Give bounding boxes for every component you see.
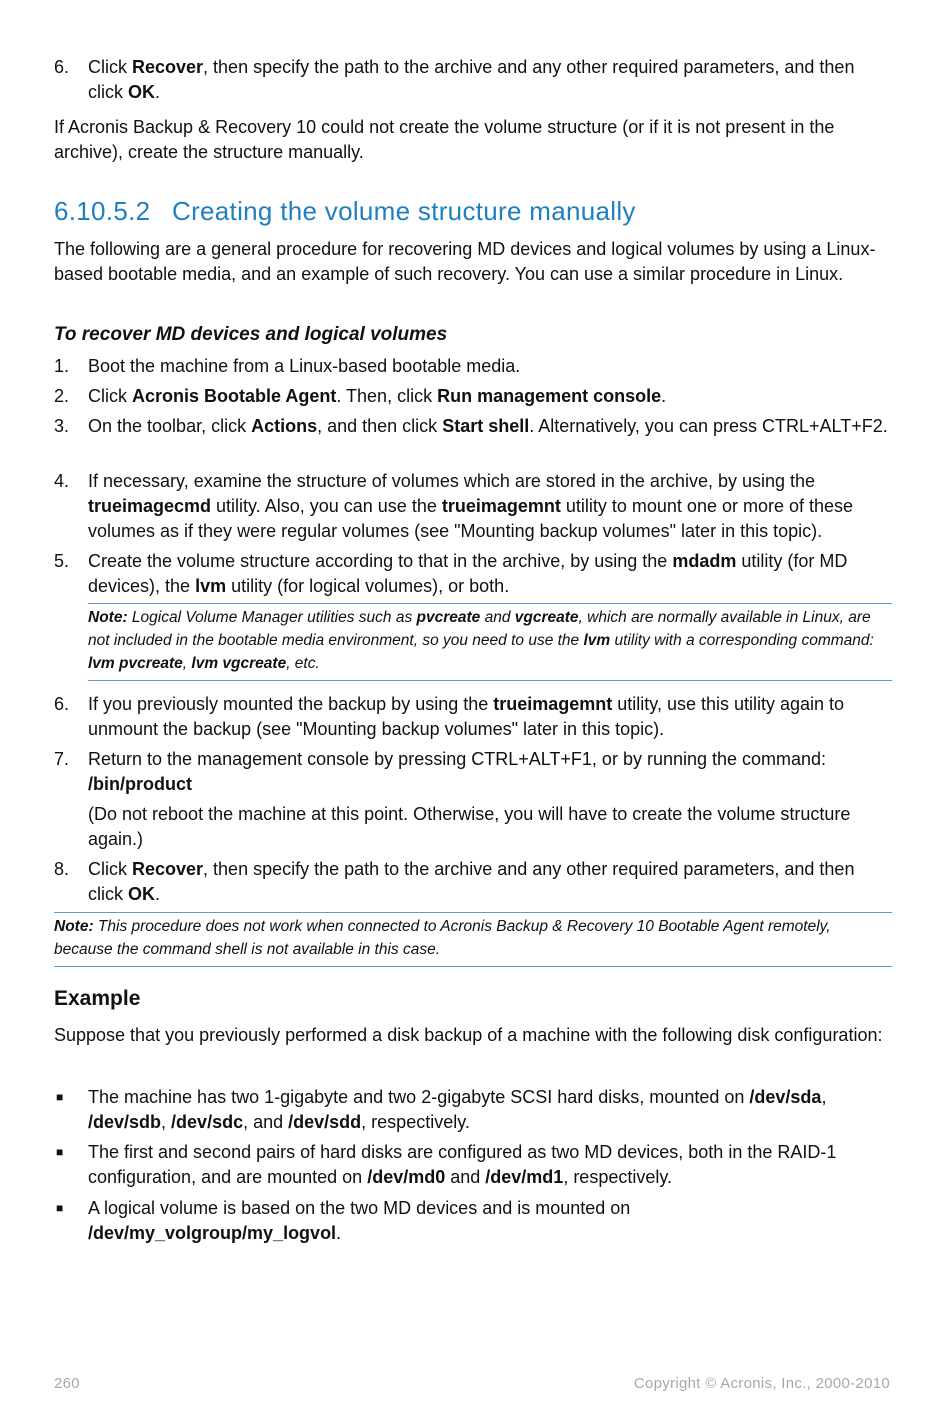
section-paragraph: The following are a general procedure for recovering MD devices and logical volumes by using a Linux-based bootable media, and an example of such recovery. You can use a similar procedure in Linux.: [54, 239, 876, 284]
page-number: 260: [54, 1375, 80, 1392]
example-paragraph: Suppose that you previously performed a disk backup of a machine with the following disk configuration:: [54, 1025, 883, 1045]
bullet-icon: ■: [56, 1145, 64, 1159]
step-text: If you previously mounted the backup by using the trueimagemnt utility, use this utility again to unmount the backup (see "Mounting backup volumes" later in this topic).: [88, 694, 845, 739]
step-number: 5.: [54, 551, 70, 571]
step-number: 1.: [54, 356, 70, 376]
step-number: 7.: [54, 749, 70, 769]
step-subparagraph: (Do not reboot the machine at this point. Otherwise, you will have to create the volume structure again.): [88, 804, 851, 849]
section-title: Creating the volume structure manually: [172, 196, 636, 226]
step-text: Click Acronis Bootable Agent. Then, click Run management console.: [88, 386, 667, 406]
list-item: The first and second pairs of hard disks are configured as two MD devices, both in the RAID-1 configuration, and are mounted on /dev/md0 and /dev/md1, respectively.: [88, 1142, 837, 1187]
section-number: 6.10.5.2: [54, 196, 151, 226]
step-number: 3.: [54, 416, 70, 436]
step-text: Boot the machine from a Linux-based bootable media.: [88, 356, 521, 376]
step-number: 8.: [54, 859, 70, 879]
step-text: Return to the management console by pressing CTRL+ALT+F1, or by running the command: /bin/product: [88, 749, 827, 794]
step-number: 6.: [54, 57, 70, 77]
bullet-icon: ■: [56, 1201, 64, 1215]
step-number: 2.: [54, 386, 70, 406]
step-number: 4.: [54, 471, 70, 491]
step-text: If necessary, examine the structure of volumes which are stored in the archive, by using the trueimagecmd utility. Also, you can use the trueimagemnt utility to mount one or more of these volumes as if they were regular volumes (see "Mounting backup volumes" later in this topic).: [88, 471, 854, 541]
procedure-title: To recover MD devices and logical volumes: [54, 324, 448, 345]
note-box: Note: Logical Volume Manager utilities such as pvcreate and vgcreate, which are normally available in Linux, are not included in the bootable media environment, so you need to use the lvm utility with a corresponding command: lvm pvcreate, lvm vgcreate, etc.: [88, 603, 892, 681]
copyright-notice: Copyright © Acronis, Inc., 2000-2010: [633, 1375, 890, 1392]
step-text: Create the volume structure according to that in the archive, by using the mdadm utility (for MD devices), the lvm utility (for logical volumes), or both.: [88, 551, 848, 596]
example-heading: Example: [54, 987, 141, 1010]
list-item: The machine has two 1-gigabyte and two 2-gigabyte SCSI hard disks, mounted on /dev/sda, /dev/sdb, /dev/sdc, and /dev/sdd, respectively.: [88, 1087, 827, 1132]
bullet-icon: ■: [56, 1090, 64, 1104]
note-box: Note: This procedure does not work when connected to Acronis Backup & Recovery 10 Bootable Agent remotely, because the command shell is not available in this case.: [54, 912, 892, 967]
step-text: Click Recover, then specify the path to the archive and any other required parameters, and then click OK.: [88, 859, 855, 904]
step-text: On the toolbar, click Actions, and then click Start shell. Alternatively, you can press CTRL+ALT+F2.: [88, 416, 888, 436]
step-text: Click Recover, then specify the path to the archive and any other required parameters, and then click OK.: [88, 57, 855, 102]
step-number: 6.: [54, 694, 70, 714]
intro-paragraph: If Acronis Backup & Recovery 10 could not create the volume structure (or if it is not present in the archive), create the structure manually.: [54, 117, 835, 162]
list-item: A logical volume is based on the two MD devices and is mounted on /dev/my_volgroup/my_logvol.: [88, 1198, 631, 1243]
section-heading: [54, 195, 636, 227]
